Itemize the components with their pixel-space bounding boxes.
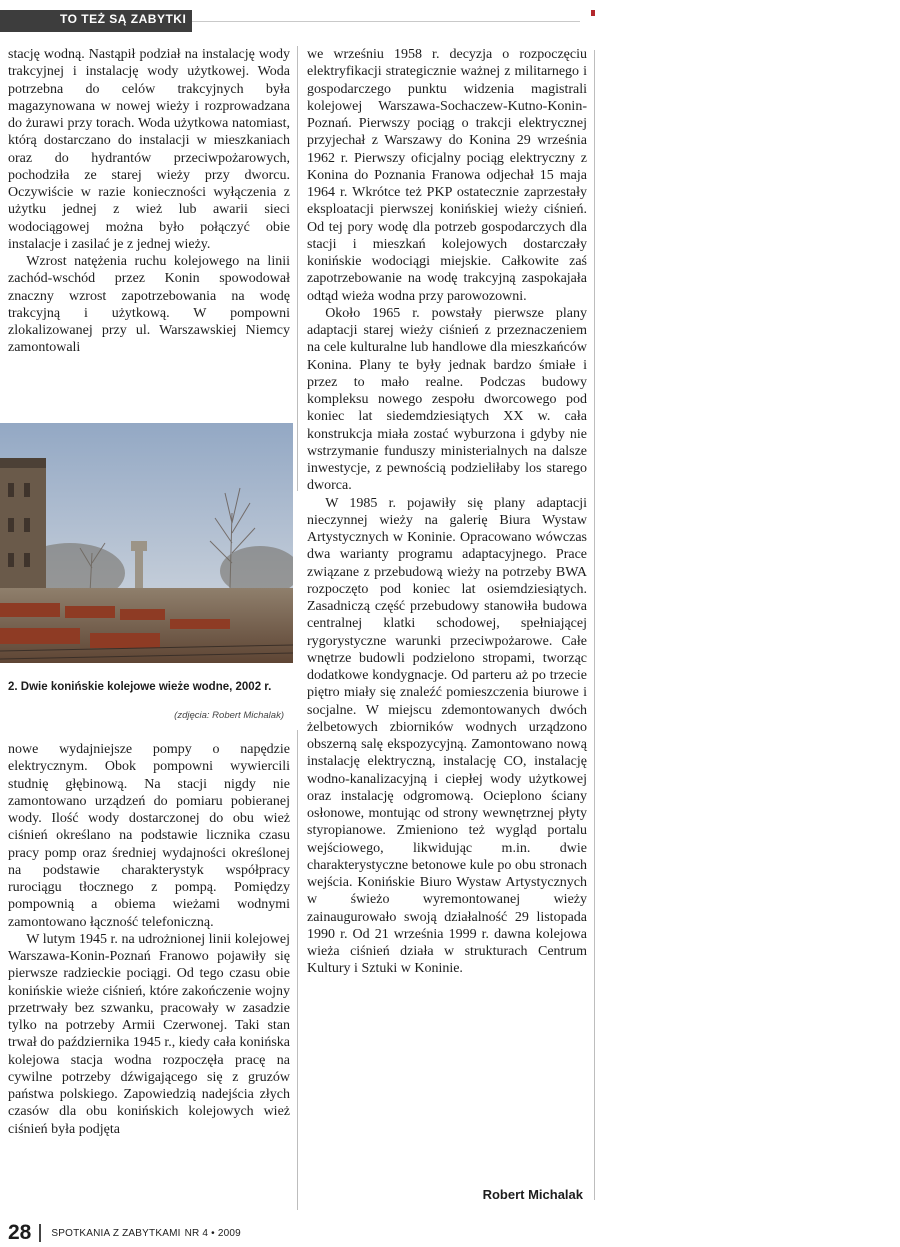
paragraph: we wrześniu 1958 r. decyzja o rozpoczęciu elektryfikacji strategicznie ważnej z militarnego i gospodarczego punktu widzenia magistrali kolejowej Warszawa-Sochaczew-Kutno-Konin-Poznań. Pierwszy pociąg o trakcji elektrycznej przyjechał z Warszawy do Konina 29 września 1962 r. Pierwszy oficjalny pociąg elektryczny z Konina do Poznania Franowa odjechał 15 maja 1964 r. Wkrótce też PKP ostatecznie zaprzestały eksploatacji pierwszej konińskiej wieży ciśnień. Od tej pory wodę dla potrzeb gospodarczych dla stacji i mieszkań kolejowych dostarczały konińskie wodociągi miejskie. Całkowite zaś zapotrzebowanie na wodę trakcyjną zaspokajała odtąd wieża wodna przy parowozowni.: [307, 47, 587, 304]
page-footer: [8, 1221, 241, 1245]
issue-info: NR 4 • 2009: [184, 1227, 241, 1239]
right-column: [307, 46, 587, 978]
left-column-top: [8, 46, 290, 357]
figure-caption: 2. Dwie konińskie kolejowe wieże wodne, 2002 r.: [8, 681, 272, 693]
water-towers-photo: [0, 423, 293, 663]
paragraph: stację wodną. Nastąpił podział na instalację wody trakcyjnej i instalację wody użytkowej. Woda potrzebna do celów trakcyjnych była magazynowana w nowej wieży i rozprowadzana do żurawi przy torach. Woda użytkowa natomiast, którą dostarczano do instalacji w mieszkaniach oraz do hydrantów przeciwpożarowych, pochodziła ze starej wieży przy dworcu. Oczywiście w razie konieczności wyłączenia z użytku jednej z wież lub awarii sieci wodociągowej można było połączyć obie instalacje i zasilać je z jednej wieży.: [8, 47, 290, 252]
accent-mark: [591, 10, 595, 16]
left-column-bottom: [8, 741, 290, 1138]
column-divider: [297, 730, 298, 1210]
column-divider: [594, 50, 595, 1200]
section-title: TO TEŻ SĄ ZABYTKI: [60, 12, 187, 26]
paragraph: W lutym 1945 r. na udrożnionej linii kolejowej Warszawa-Konin-Poznań Franowo pojawiły się pierwsze radzieckie pociągi. Od tego czasu obie konińskie wieże ciśnień, które zakończenie wojny przetrwały bez szwanku, pracowały w zasadzie tylko na potrzeby Armii Czerwonej. Taki stan trwał do października 1945 r., kiedy cała konińska kolejowa stacja wodna rozpoczęła pracę na cywilne potrzeby dźwigającego się z gruzów państwa polskiego. Zapowiedzią nadejścia złych czasów dla obu konińskich kolejowych wież ciśnień była podjęta: [8, 931, 290, 1137]
paragraph: W 1985 r. pojawiły się plany adaptacji nieczynnej wieży na galerię Biura Wystaw Artystycznych w Koninie. Opracowano wówczas dwa warianty programu adaptacyjnego. Prace związane z przebudową wieży na potrzeby BWA rozpoczęto pod koniec lat osiemdziesiątych. Zasadniczą część przebudowy stanowiła budowa centralnej klatki schodowej, spełniającej rygorystyczne warunki przeciwpożarowe. Całe wnętrze budowli podzielono stropami, tworząc dodatkowe kondygnacje. Od parteru aż po trzecie piętro miały się znaleźć pomieszczenia biurowe i socjalne. W miejscu zdemontowanych dwóch żelbetowych zbiorników wodnych urządzono obszerną salę ekspozycyjną. Zamontowano nową instalację elektryczną, instalację CO, instalację wodno-kanalizacyjną i ciepłej wody użytkowej oraz instalację odgromową. Ocieplono ściany osłonowe, montując od strony wewnętrznej płyty styropianowe. Zmieniono też wygląd portalu wejściowego, likwidując m.in. dwie charakterystyczne betonowe kule po obu stronach wejścia. Konińskie Biuro Wystaw Artystycznych w świeżo wyremontowanej wieży zainaugurowało swoją działalność 29 listopada 1990 r. Od 21 września 1999 r. dawna kolejowa wieża ciśnień działa w strukturach Centrum Kultury i Sztuki w Koninie.: [307, 495, 587, 977]
magazine-title: SPOTKANIA Z ZABYTKAMI: [51, 1227, 181, 1239]
paragraph: nowe wydajniejsze pompy o napędzie elektrycznym. Obok pompowni wywiercili studnię głębinową. Na stacji nigdy nie zamontowano urządzeń do pomiaru pobieranej wody. Ilość wody dostarczonej do obu wież ciśnień określano na podstawie licznika czasu pracy pomp oraz średniej wydajności określonej na podstawie charakterystyk współpracy rurociągu tłocznego z pompą. Pomiędzy pompownią a obiema wieżami wodnymi zamontowano łączność telefoniczną.: [8, 742, 290, 930]
paragraph: Wzrost natężenia ruchu kolejowego na linii zachód-wschód przez Konin spowodował znaczny wzrost zapotrzebowania na wodę trakcyjną i użytkową. W pompowni zlokalizowanej przy ul. Warszawskiej Niemcy zamontowali: [8, 254, 290, 356]
paragraph: Około 1965 r. powstały pierwsze plany adaptacji starej wieży ciśnień z przeznaczeniem na cele kulturalne lub handlowe dla mieszkańców Konina. Plany te były jednak bardzo śmiałe i przez to mało realne. Podczas budowy kompleksu nowego zespołu dworcowego pod koniec lat siedemdziesiątych XX w. cała konstrukcja miała zostać wyburzona i gdyby nie wstrzymanie funduszy ministerialnych na dalsze inwestycje, z pewnością podzieliłaby los starego dworca.: [307, 305, 587, 494]
author-signature: Robert Michalak: [482, 1187, 583, 1202]
header-rule: [192, 21, 580, 22]
photo-credit: (zdjęcia: Robert Michalak): [174, 710, 284, 721]
page-number: 28: [8, 1221, 32, 1244]
footer-separator: [39, 1224, 41, 1242]
column-divider: [297, 46, 298, 491]
